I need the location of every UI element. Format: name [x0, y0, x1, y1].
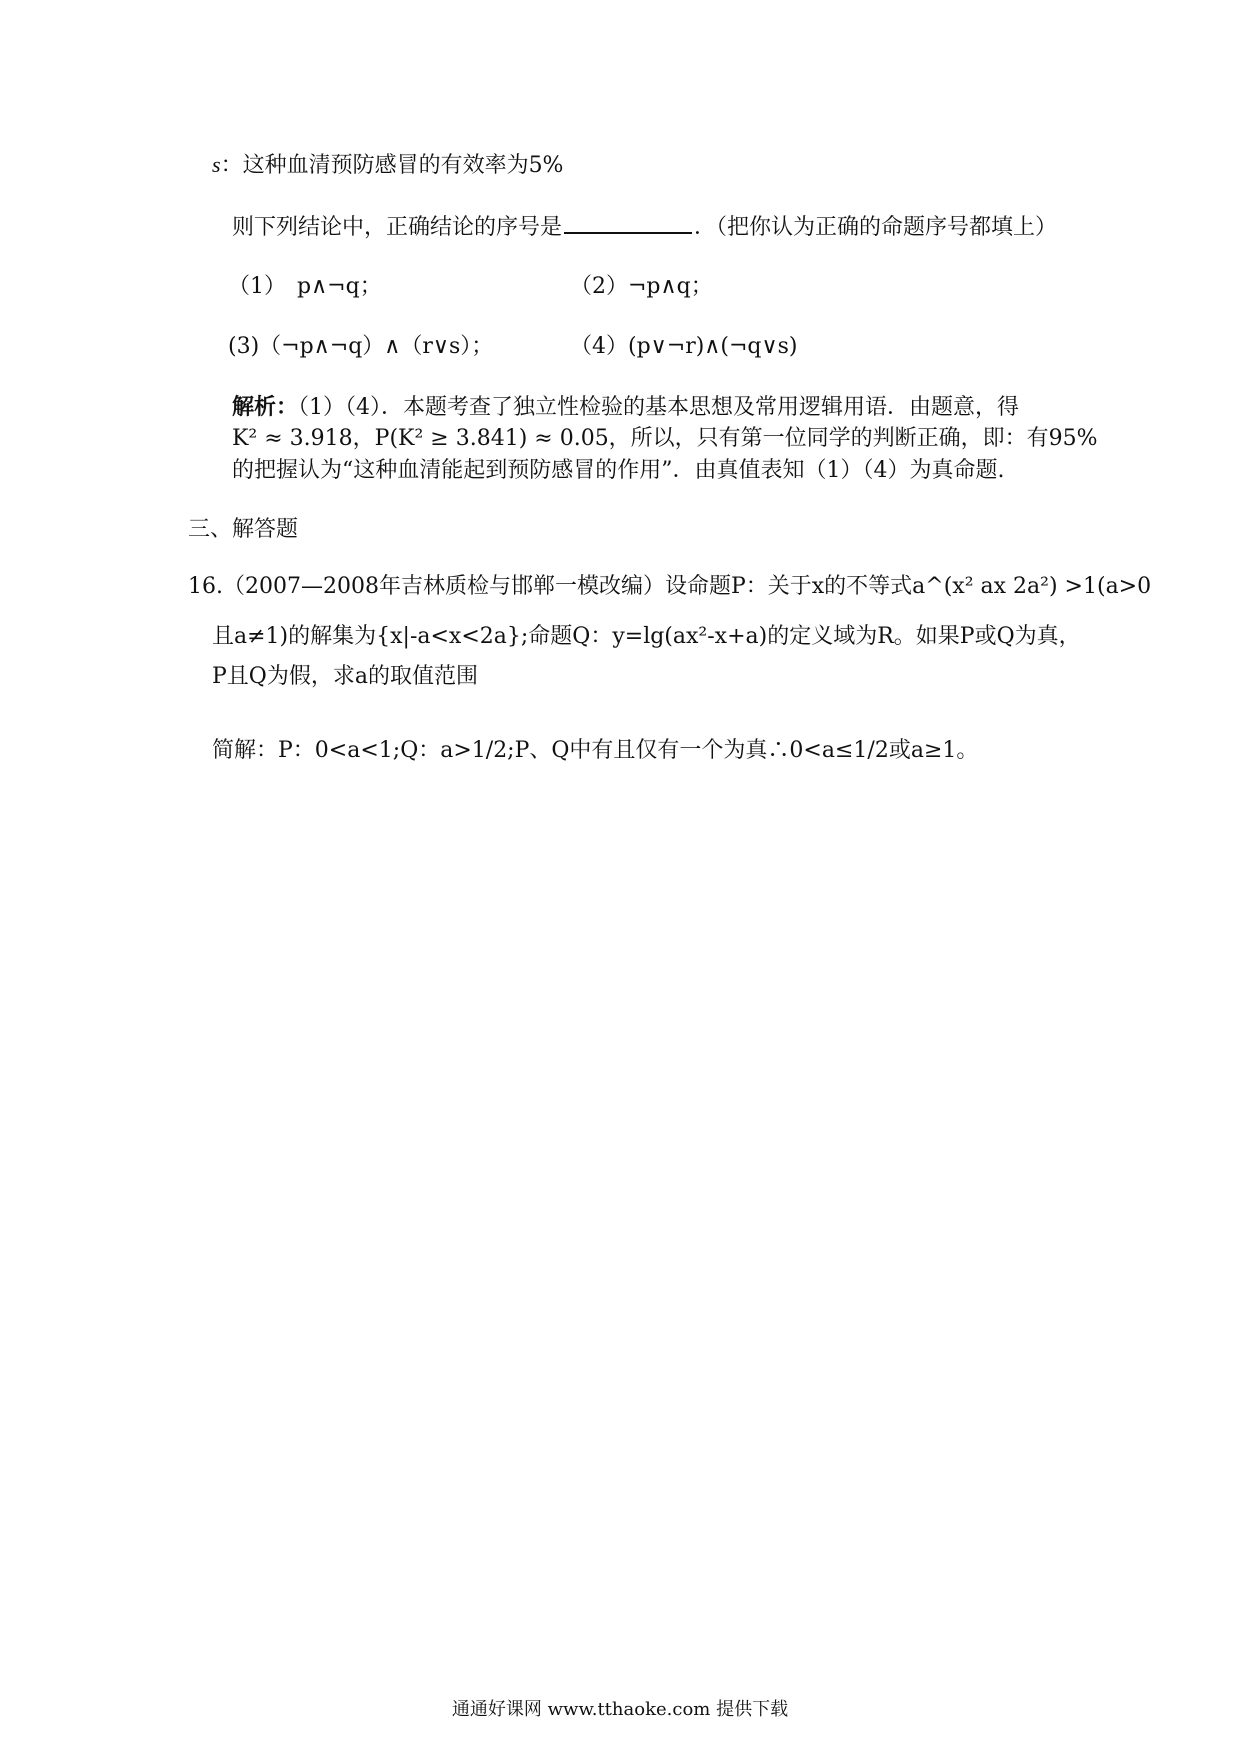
question-suffix: ．（把你认为正确的命题序号都填上） — [694, 215, 1058, 240]
footer: 通通好课网 www.tthaoke.com 提供下载 — [451, 1699, 789, 1720]
prop-s-line — [212, 150, 563, 181]
question-prefix: 则下列结论中，正确结论的序号是 — [232, 215, 563, 240]
option-4: （4）(p∨¬r)∧(¬q∨s) — [570, 334, 798, 359]
option-2: （2）¬p∧q； — [570, 274, 713, 299]
option-3: (3)（¬p∧¬q）∧（r∨s）； — [228, 334, 494, 359]
option-1: （1） p∧¬q； — [228, 274, 382, 299]
prop-s-text: ：这种血清预防感冒的有效率为5% — [220, 153, 564, 178]
analysis-line-3: 的把握认为“这种血清能起到预防感冒的作用”．由真值表知（1）（4）为真命题. — [232, 458, 1005, 483]
analysis-line-2: K² ≈ 3.918，P(K² ≥ 3.841) ≈ 0.05，所以，只有第一位同学的判断正确，即：有95% — [232, 426, 1098, 451]
section-heading: 三、解答题 — [188, 517, 299, 542]
analysis-label: 解析： — [232, 394, 299, 420]
question-line — [232, 210, 1057, 243]
problem16-line-3: P且Q为假，求a的取值范围 — [212, 664, 478, 689]
brief-solution: 简解：P：0<a<1;Q：a>1/2;P、Q中有且仅有一个为真∴0<a≤1/2或a≥1。 — [212, 738, 979, 763]
analysis-line-1: 解析：（1）（4）．本题考查了独立性检验的基本思想及常用逻辑用语．由题意，得 — [232, 394, 1020, 420]
problem16-line-1: 16.（2007—2008年吉林质检与邯郸一模改编）设命题P：关于x的不等式a^(x² ax 2a²) >1(a>0 — [188, 574, 1152, 599]
answer-blank — [564, 210, 692, 234]
prop-s-label: s — [212, 152, 221, 177]
problem16-line-2: 且a≠1)的解集为{x|-a<x<2a};命题Q：y=lg(ax²-x+a)的定义域为R。如果P或Q为真， — [212, 624, 1081, 649]
